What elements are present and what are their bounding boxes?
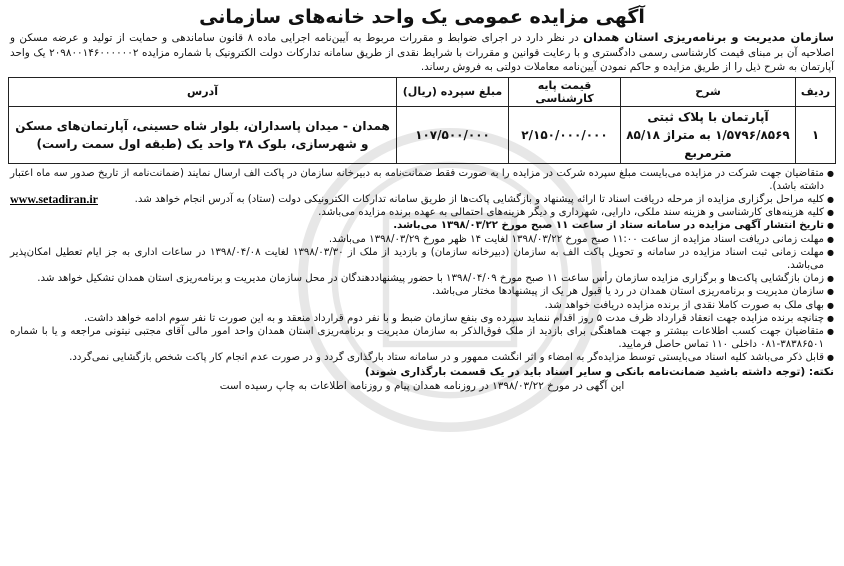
publication-note: این آگهی در مورخ ۱۳۹۸/۰۳/۲۲ در روزنامه همدان پیام و روزنامه اطلاعات به چاپ رسیده است [219, 379, 625, 392]
cell-address: همدان - میدان پاسداران، بلوار شاه حسینی، آپارتمان‌های مسکن و شهرسازی، بلوک ۳۸ واحد یک (طبقه اول سمت راست) [9, 106, 397, 163]
list-item: ● زمان بازگشایی پاکت‌ها و برگزاری مزایده سازمان رأس ساعت ۱۱ صبح مورخ ۱۳۹۸/۰۴/۰۹ با حضور پیشنهاددهندگان در محل سازمان مدیریت و برنامه‌ریزی استان همدان تشکیل خواهد شد. [10, 272, 834, 285]
list-item: ● کلیه هزینه‌های کارشناسی و هزینه سند ملکی، دارایی، شهرداری و دیگر هزینه‌های احتمالی به عهده برنده مزایده می‌باشد. [10, 206, 834, 219]
website-link[interactable]: www.setadiran.ir [10, 191, 98, 206]
list-item-text: کلیه مراحل برگزاری مزایده از مرحله دریافت اسناد تا ارائه پیشنهاد و بازگشایی پاکت‌ها از طریق سامانه تدارکات الکترونیکی دولت (ستاد) به آدرس [208, 193, 824, 205]
header-base-price: قیمت پایه کارشناسی [509, 77, 621, 106]
cell-row-number: ۱ [796, 106, 836, 163]
list-item: ● قابل ذکر می‌باشد کلیه اسناد می‌بایستی توسط مزایده‌گر به امضاء و اثر انگشت ممهور و در سامانه ستاد بارگذاری گردد و در صورت عدم انجام کار پاکت شخص بازگشایی نمی‌گردد. [10, 351, 834, 364]
bank-guarantee-note: نکته: (توجه داشته باشید ضمانت‌نامه بانکی و سایر اسناد باید در یک قسمت بارگذاری شوند) [364, 365, 834, 378]
header-description: شرح [621, 77, 796, 106]
list-item: ● تاریخ انتشار آگهی مزایده در سامانه ستاد از ساعت ۱۱ صبح مورخ ۱۳۹۸/۰۳/۲۲ می‌باشد. [10, 219, 834, 232]
intro-paragraph [10, 30, 834, 75]
list-item: ● متقاضیان جهت شرکت در مزایده می‌بایست مبلغ سپرده شرکت در مزایده را به صورت فقط ضمانت‌نامه به دبیرخانه سازمان در پاکت الف ارسال نمایند (ضمانت‌نامه از تاریخ صدور سه ماه اعتبار داشته باشد). [10, 167, 834, 193]
list-item: ● چنانچه برنده مزایده جهت انعقاد قرارداد ظرف مدت ۵ روز اقدام ننماید سپرده وی بنفع سازمان ضبط و با نفر دوم قرارداد منعقد و به این صورت تا نفر سوم ادامه خواهد داشت. [10, 312, 834, 325]
cell-description: آپارتمان با پلاک ثبتی ۱/۵۷۹۶/۸۵۶۹ به متراژ ۸۵/۱۸ مترمربع [621, 106, 796, 163]
list-item: ● سازمان مدیریت و برنامه‌ریزی استان همدان در رد یا قبول هر یک از پیشنهادها مختار می‌باشد. [10, 285, 834, 298]
cell-deposit: ۱۰۷/۵۰۰/۰۰۰ [397, 106, 509, 163]
list-item [10, 193, 834, 206]
header-row-number: ردیف [796, 77, 836, 106]
table-header-row [9, 77, 836, 106]
list-item: ● متقاضیان جهت کسب اطلاعات بیشتر و جهت هماهنگی برای بازدید از ملک فوق‌الذکر به سازمان مدیریت و برنامه‌ریزی استان همدان واحد امور مالی آقای مجتبی نیتونی مراجعه و یا با شماره ۳۸۳۸۶۵۰۱-۰۸۱ داخلی ۱۱۰ تماس حاصل فرمایید. [10, 325, 834, 351]
header-deposit: مبلغ سپرده (ریال) [397, 77, 509, 106]
intro-text: در نظر دارد در اجرای ضوابط و مقررات مربوط به آیین‌نامه اجرایی ماده ۸ قانون ساماندهی و حمایت از تولید و عرضه مسکن و اصلاحیه آن بر مبنای قیمت کارشناسی رسمی دادگستری و با رعایت قوانین و مقررات با شرایط نقدی از طریق سامانه تدارکات دولت الکترونیک با شماره مزایده ۲۰۹۸۰۰۱۴۶۰۰۰۰۰۰۲ یک واحد آپارتمان به شرح ذیل را از طریق مزایده و حاکم نمودن آیین‌نامه معاملات دولتی به فروش رساند. [10, 32, 834, 73]
auction-table [8, 77, 836, 164]
list-item-suffix: انجام خواهد شد. [134, 193, 206, 205]
table-row [9, 106, 836, 163]
notice-title: آگهی مزایده عمومی یک واحد خانه‌های سازمانی [199, 6, 645, 28]
header-address: آدرس [9, 77, 397, 106]
conditions-list [8, 167, 836, 365]
list-item: ● مهلت زمانی ثبت اسناد مزایده در سامانه و تحویل پاکت الف به سازمان (دبیرخانه سازمان) و بازدید از ملک از ۱۳۹۸/۰۳/۳۰ لغایت ۱۳۹۸/۰۴/۰۸ در ساعات اداری به جز ایام تعطیل امکان‌پذیر می‌باشد. [10, 246, 834, 272]
list-item: ● بهای ملک به صورت کاملا نقدی از برنده مزایده دریافت خواهد شد. [10, 299, 834, 312]
list-item: ● مهلت زمانی دریافت اسناد مزایده از ساعت ۱۱:۰۰ صبح مورخ ۱۳۹۸/۰۳/۲۲ لغایت ۱۴ ظهر مورخ ۱۳۹۸/۰۳/۲۹ می‌باشد. [10, 233, 834, 246]
cell-base-price: ۲/۱۵۰/۰۰۰/۰۰۰ [509, 106, 621, 163]
intro-lead: سازمان مدیریت و برنامه‌ریزی استان همدان [583, 30, 834, 44]
